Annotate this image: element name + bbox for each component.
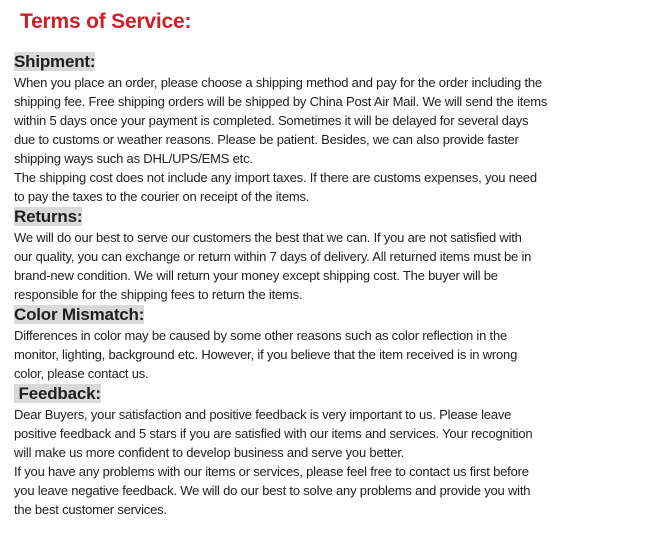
body-line: brand-new condition. We will return your money except shipping cost. The buyer will be	[14, 268, 498, 283]
body-line: positive feedback and 5 stars if you are satisfied with our items and services. Your recognition	[14, 426, 533, 441]
body-line: to pay the taxes to the courier on receipt of the items.	[14, 189, 310, 204]
section-returns	[14, 206, 655, 304]
color-mismatch-heading	[14, 304, 655, 326]
page-title: Terms of Service:	[20, 10, 192, 33]
body-line: Dear Buyers, your satisfaction and positive feedback is very important to us. Please leave	[14, 407, 512, 422]
body-line: the best customer services.	[14, 502, 167, 517]
body-line: color, please contact us.	[14, 366, 149, 381]
returns-heading	[14, 206, 655, 228]
body-line: shipping fee. Free shipping orders will be shipped by China Post Air Mail. We will send the items	[14, 94, 548, 109]
section-feedback	[14, 383, 655, 519]
returns-heading-text: Returns:	[14, 207, 83, 226]
body-line: When you place an order, please choose a shipping method and pay for the order including the	[14, 75, 542, 90]
body-line: If you have any problems with our items or services, please feel free to contact us first before	[14, 464, 529, 479]
feedback-heading	[14, 383, 655, 405]
body-line: monitor, lighting, background etc. However, if you believe that the item received is in wrong	[14, 347, 518, 362]
body-line: will make us more confident to develop business and serve you better.	[14, 445, 405, 460]
feedback-heading-text: Feedback:	[14, 384, 101, 403]
shipment-heading	[14, 51, 655, 73]
body-line: due to customs or weather reasons. Please be patient. Besides, we can also provide faster	[14, 132, 519, 147]
color-mismatch-heading-text: Color Mismatch:	[14, 305, 145, 324]
body-line: within 5 days once your payment is completed. Sometimes it will be delayed for several days	[14, 113, 529, 128]
shipment-heading-text: Shipment:	[14, 52, 96, 71]
body-line: you leave negative feedback. We will do our best to solve any problems and provide you with	[14, 483, 531, 498]
body-line: our quality, you can exchange or return within 7 days of delivery. All returned items must be in	[14, 249, 532, 264]
section-shipment	[14, 51, 655, 206]
body-line: responsible for the shipping fees to return the items.	[14, 287, 303, 302]
section-color-mismatch	[14, 304, 655, 383]
body-line: shipping ways such as DHL/UPS/EMS etc.	[14, 151, 253, 166]
body-line: Differences in color may be caused by some other reasons such as color reflection in the	[14, 328, 508, 343]
body-line: The shipping cost does not include any import taxes. If there are customs expenses, you need	[14, 170, 537, 185]
body-line: We will do our best to serve our customers the best that we can. If you are not satisfied with	[14, 230, 522, 245]
